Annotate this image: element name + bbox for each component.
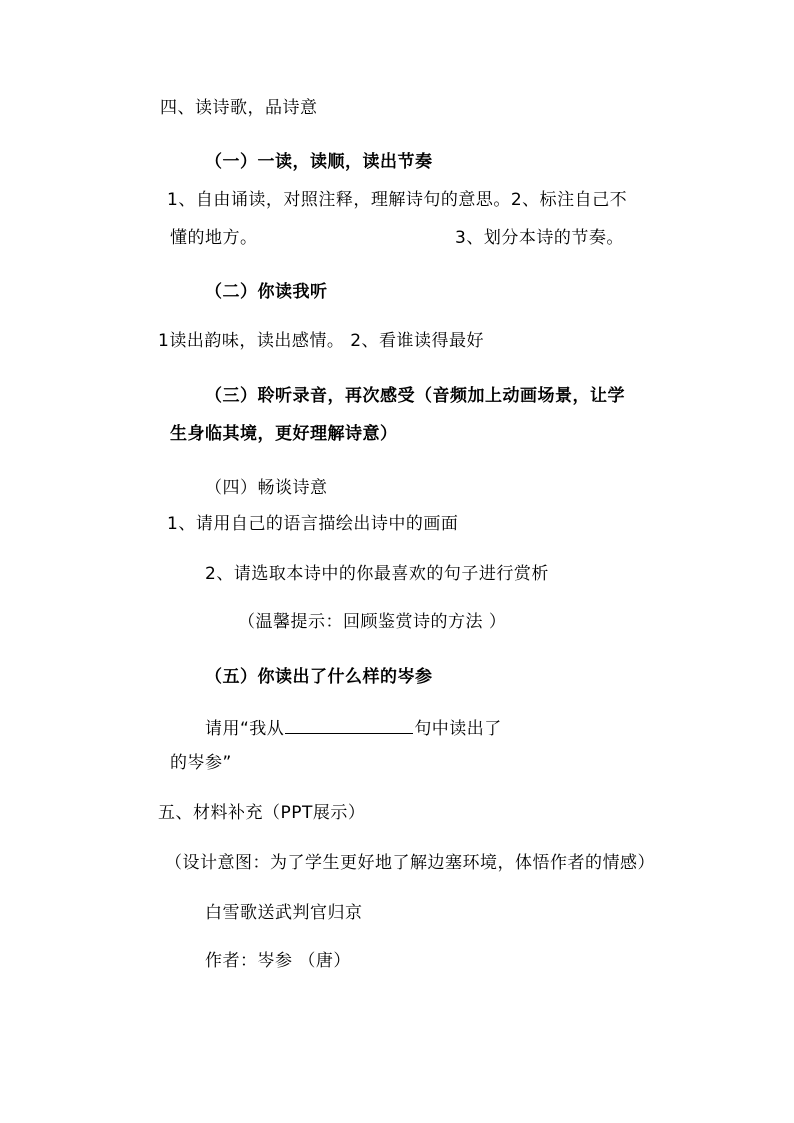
part-5-prompt-c: 的岑参” <box>170 753 232 773</box>
part-2-line-1: 1读出韵味，读出感情。 2、看谁读得最好 <box>158 331 485 351</box>
part-5-prompt-b: 句中读出了 <box>414 719 502 739</box>
poem-title: 白雪歌送武判官归京 <box>205 903 363 923</box>
design-intent: （设计意图：为了学生更好地了解边塞环境，体悟作者的情感） <box>165 853 655 873</box>
part-3-title-line-2: 生身临其境，更好理解诗意） <box>170 424 398 444</box>
part-1-line-2a: 懂的地方。 <box>170 228 258 248</box>
section-5-heading: 五、材料补充（PPT展示） <box>158 803 366 823</box>
part-2-title: （二）你读我听 <box>205 282 328 302</box>
part-1-line-1: 1、自由诵读，对照注释，理解诗句的意思。2、标注自己不 <box>167 190 628 210</box>
part-5-title: （五）你读出了什么样的岑参 <box>205 667 433 687</box>
part-3-title-line-1: （三）聆听录音，再次感受（音频加上动画场景，让学 <box>205 386 625 406</box>
part-1-line-2b: 3、划分本诗的节奏。 <box>455 228 624 248</box>
part-4-line-2: 2、请选取本诗中的你最喜欢的句子进行赏析 <box>205 564 549 584</box>
part-1-title: （一）一读，读顺，读出节奏 <box>205 152 433 172</box>
part-5-prompt-a: 请用“我从 <box>205 719 285 739</box>
poem-author: 作者：岑参 （唐） <box>205 951 351 971</box>
part-4-tip: （温馨提示：回顾鉴赏诗的方法 ） <box>238 612 507 632</box>
part-4-title-text: （四）畅谈诗意 <box>205 478 328 498</box>
part-4-title <box>205 477 328 499</box>
section-4-heading: 四、读诗歌，品诗意 <box>160 98 318 118</box>
part-5-prompt <box>205 717 502 740</box>
part-4-line-1: 1、请用自己的语言描绘出诗中的画面 <box>167 514 459 534</box>
fill-in-blank <box>285 717 413 734</box>
